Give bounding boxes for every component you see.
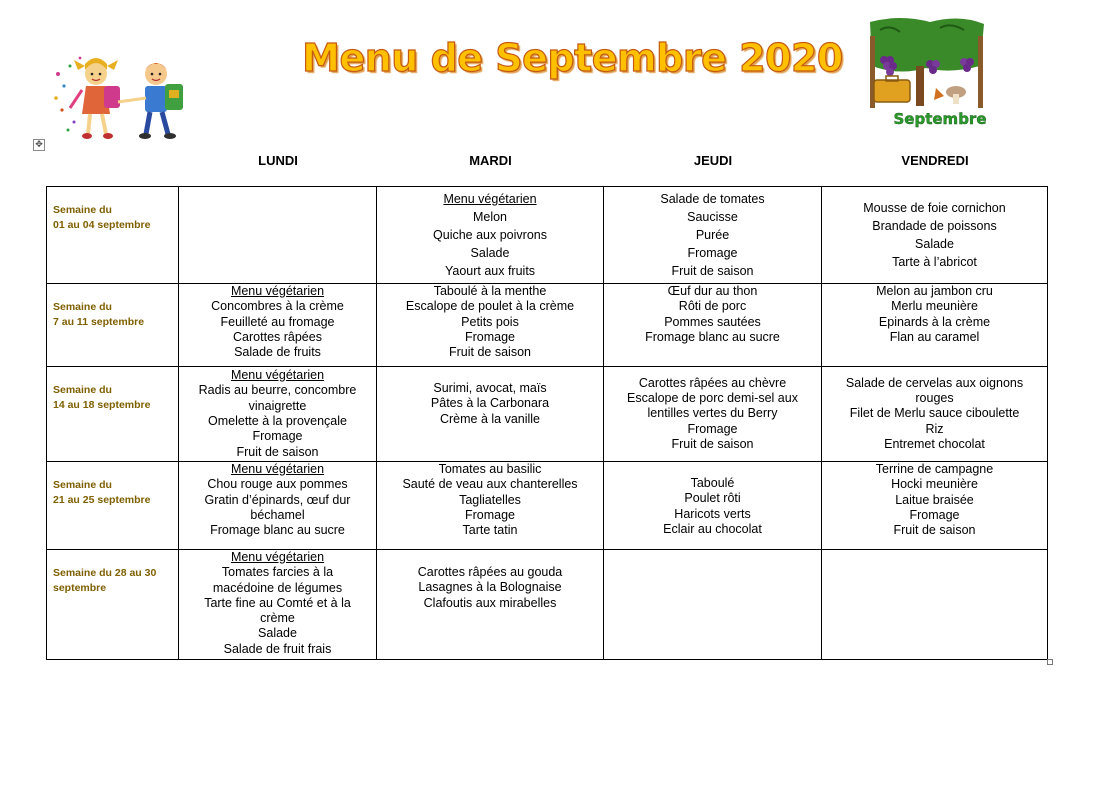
- menu-item: Fruit de saison: [893, 523, 976, 538]
- menu-item: Escalope de porc demi-sel aux lentilles vertes du Berry: [627, 391, 798, 421]
- menu-item: Fromage: [464, 329, 516, 344]
- menu-item: Taboulé à la menthe: [433, 284, 547, 298]
- vegetarian-menu-title: Menu végétarien: [230, 284, 325, 298]
- menu-cell-vendredi: [822, 462, 1048, 550]
- menu-cell-mardi: [377, 367, 604, 462]
- menu-cell-vendredi: [822, 284, 1048, 367]
- week-label-line: septembre: [53, 582, 107, 594]
- menu-item: Tarte à l’abricot: [892, 255, 977, 269]
- menu-item: Flan au caramel: [889, 329, 980, 344]
- menu-item: Tomates au basilic: [438, 462, 542, 476]
- menu-item: Fruit de saison: [236, 444, 319, 459]
- week-label-line: 7 au 11 septembre: [53, 316, 145, 328]
- menu-item: Salade de fruit frais: [223, 641, 332, 656]
- week-label-cell: [47, 367, 179, 462]
- week-label-cell: [47, 462, 179, 550]
- week-label-line: 01 au 04 septembre: [53, 219, 151, 231]
- menu-item: Pâtes à la Carbonara: [430, 396, 550, 411]
- week-label-line: 14 au 18 septembre: [53, 399, 151, 411]
- menu-item: Quiche aux poivrons: [433, 228, 547, 242]
- menu-item: Tarte fine au Comté et à la crème: [204, 595, 351, 626]
- menu-item: Riz: [925, 421, 944, 436]
- week-label-cell: [47, 550, 179, 660]
- menu-cell-lundi: [179, 284, 377, 367]
- week-label-line: 21 au 25 septembre: [53, 494, 151, 506]
- menu-item: Concombres à la crème: [211, 299, 344, 314]
- menu-item: Haricots verts: [674, 506, 751, 521]
- vegetarian-menu-title: Menu végétarien: [443, 192, 537, 206]
- menu-item: Salade de tomates: [660, 192, 765, 206]
- menu-cell-mardi: [377, 284, 604, 367]
- menu-item: Hocki meunière: [891, 477, 978, 492]
- menu-cell-mardi: [377, 550, 604, 660]
- page-title: Menu de Septembre 2020: [302, 36, 843, 80]
- menu-item: Petits pois: [461, 314, 519, 329]
- menu-item: Yaourt aux fruits: [444, 264, 536, 278]
- menu-item: Surimi, avocat, maïs: [433, 381, 547, 395]
- boy-figure: [139, 63, 183, 139]
- menu-item: Mousse de foie cornichon: [863, 201, 1006, 215]
- menu-table: [46, 186, 1048, 660]
- menu-item: Carottes râpées au chèvre: [638, 375, 787, 390]
- week-label-line: Semaine du: [53, 384, 112, 396]
- schoolbag: [874, 80, 910, 102]
- menu-item: Epinards à la crème: [878, 314, 991, 329]
- menu-item: Escalope de poulet à la crème: [405, 299, 575, 314]
- menu-item: Brandade de poissons: [872, 219, 997, 233]
- menu-item: Melon au jambon cru: [876, 284, 993, 298]
- week-label-line: Semaine du 28 au 30: [53, 567, 157, 579]
- menu-item: Merlu meunière: [891, 299, 978, 314]
- menu-item: Purée: [695, 228, 730, 242]
- menu-item: Fruit de saison: [671, 436, 754, 451]
- menu-cell-lundi: [179, 550, 377, 660]
- september-clipart: [860, 16, 992, 116]
- menu-item: Fromage blanc au sucre: [645, 329, 780, 344]
- menu-item: Fromage: [252, 429, 303, 444]
- week-label-line: Semaine du: [53, 301, 112, 313]
- week-label-cell: [47, 284, 179, 367]
- menu-cell-jeudi: [604, 550, 822, 660]
- table-row: [47, 284, 1048, 367]
- week-label-line: Semaine du: [53, 479, 112, 491]
- table-row: [47, 550, 1048, 660]
- menu-item: Fromage: [687, 246, 738, 260]
- table-row: [47, 367, 1048, 462]
- menu-item: Carottes râpées au gouda: [417, 565, 563, 579]
- menu-item: Clafoutis aux mirabelles: [423, 595, 557, 610]
- menu-item: Fromage: [687, 421, 738, 436]
- menu-item: Tomates farcies à la macédoine de légumes: [212, 565, 343, 595]
- menu-item: Radis au beurre, concombre vinaigrette: [198, 383, 357, 413]
- menu-item: Taboulé: [690, 476, 735, 490]
- menu-cell-lundi: [179, 462, 377, 550]
- menu-item: Entremet chocolat: [884, 436, 985, 451]
- menu-cell-jeudi: [604, 462, 822, 550]
- menu-cell-jeudi: [604, 187, 822, 284]
- menu-item: Melon: [472, 210, 508, 224]
- menu-item: Gratin d’épinards, œuf dur béchamel: [204, 492, 351, 522]
- menu-item: Œuf dur au thon: [667, 284, 758, 298]
- menu-cell-lundi: [179, 367, 377, 462]
- menu-item: Carottes râpées: [233, 329, 322, 344]
- table-move-handle-icon[interactable]: ✥: [33, 139, 45, 151]
- menu-item: Tarte tatin: [462, 523, 518, 538]
- menu-item: Sauté de veau aux chanterelles: [402, 477, 578, 492]
- menu-item: Filet de Merlu sauce ciboulette: [849, 406, 1020, 421]
- menu-item: Saucisse: [687, 210, 738, 224]
- menu-item: Crème à la vanille: [439, 411, 541, 426]
- menu-item: Pommes sautées: [664, 314, 761, 329]
- menu-item: Salade: [470, 246, 510, 260]
- vegetarian-menu-title: Menu végétarien: [230, 462, 325, 476]
- menu-cell-jeudi: [604, 367, 822, 462]
- menu-item: Chou rouge aux pommes: [207, 477, 348, 492]
- table-row: [47, 462, 1048, 550]
- vegetarian-menu-title: Menu végétarien: [230, 368, 325, 383]
- girl-figure: [70, 58, 120, 139]
- menu-cell-mardi: [377, 462, 604, 550]
- menu-item: Salade: [258, 626, 297, 641]
- menu-cell-mardi: [377, 187, 604, 284]
- children-clipart: [52, 52, 202, 140]
- menu-item: Omelette à la provençale: [208, 414, 347, 428]
- menu-item: Salade de fruits: [234, 345, 321, 360]
- week-label-line: Semaine du: [53, 204, 112, 216]
- menu-item: Salade de cervelas aux oignons rouges: [845, 375, 1024, 406]
- menu-item: Fromage: [909, 507, 960, 522]
- day-header-lundi: LUNDI: [258, 153, 298, 168]
- september-logo-label: Septembre: [893, 110, 987, 128]
- day-header-vendredi: VENDREDI: [901, 153, 969, 168]
- menu-item: Fromage blanc au sucre: [210, 523, 345, 538]
- menu-cell-vendredi: [822, 187, 1048, 284]
- menu-item: Salade: [915, 237, 954, 251]
- menu-cell-vendredi: [822, 367, 1048, 462]
- menu-item: Fromage: [464, 507, 516, 522]
- menu-item: Laitue braisée: [895, 492, 974, 507]
- menu-item: Feuilleté au fromage: [220, 314, 335, 329]
- tree-trunk: [916, 66, 924, 106]
- table-row: [47, 187, 1048, 284]
- menu-item: Fruit de saison: [449, 345, 531, 360]
- menu-cell-vendredi: [822, 550, 1048, 660]
- menu-item: Poulet rôti: [684, 491, 741, 506]
- vegetarian-menu-title: Menu végétarien: [230, 550, 325, 564]
- menu-item: Rôti de porc: [678, 299, 747, 314]
- menu-item: Fruit de saison: [671, 264, 754, 278]
- menu-item: Eclair au chocolat: [663, 521, 762, 536]
- menu-item: Lasagnes à la Bolognaise: [418, 580, 562, 595]
- table-resize-handle[interactable]: [1047, 659, 1053, 665]
- menu-cell-lundi: [179, 187, 377, 284]
- day-header-mardi: MARDI: [469, 153, 512, 168]
- menu-item: Terrine de campagne: [875, 462, 994, 476]
- week-label-cell: [47, 187, 179, 284]
- holding-hands: [118, 98, 146, 102]
- menu-cell-jeudi: [604, 284, 822, 367]
- day-header-jeudi: JEUDI: [693, 153, 733, 168]
- menu-item: Tagliatelles: [459, 492, 521, 507]
